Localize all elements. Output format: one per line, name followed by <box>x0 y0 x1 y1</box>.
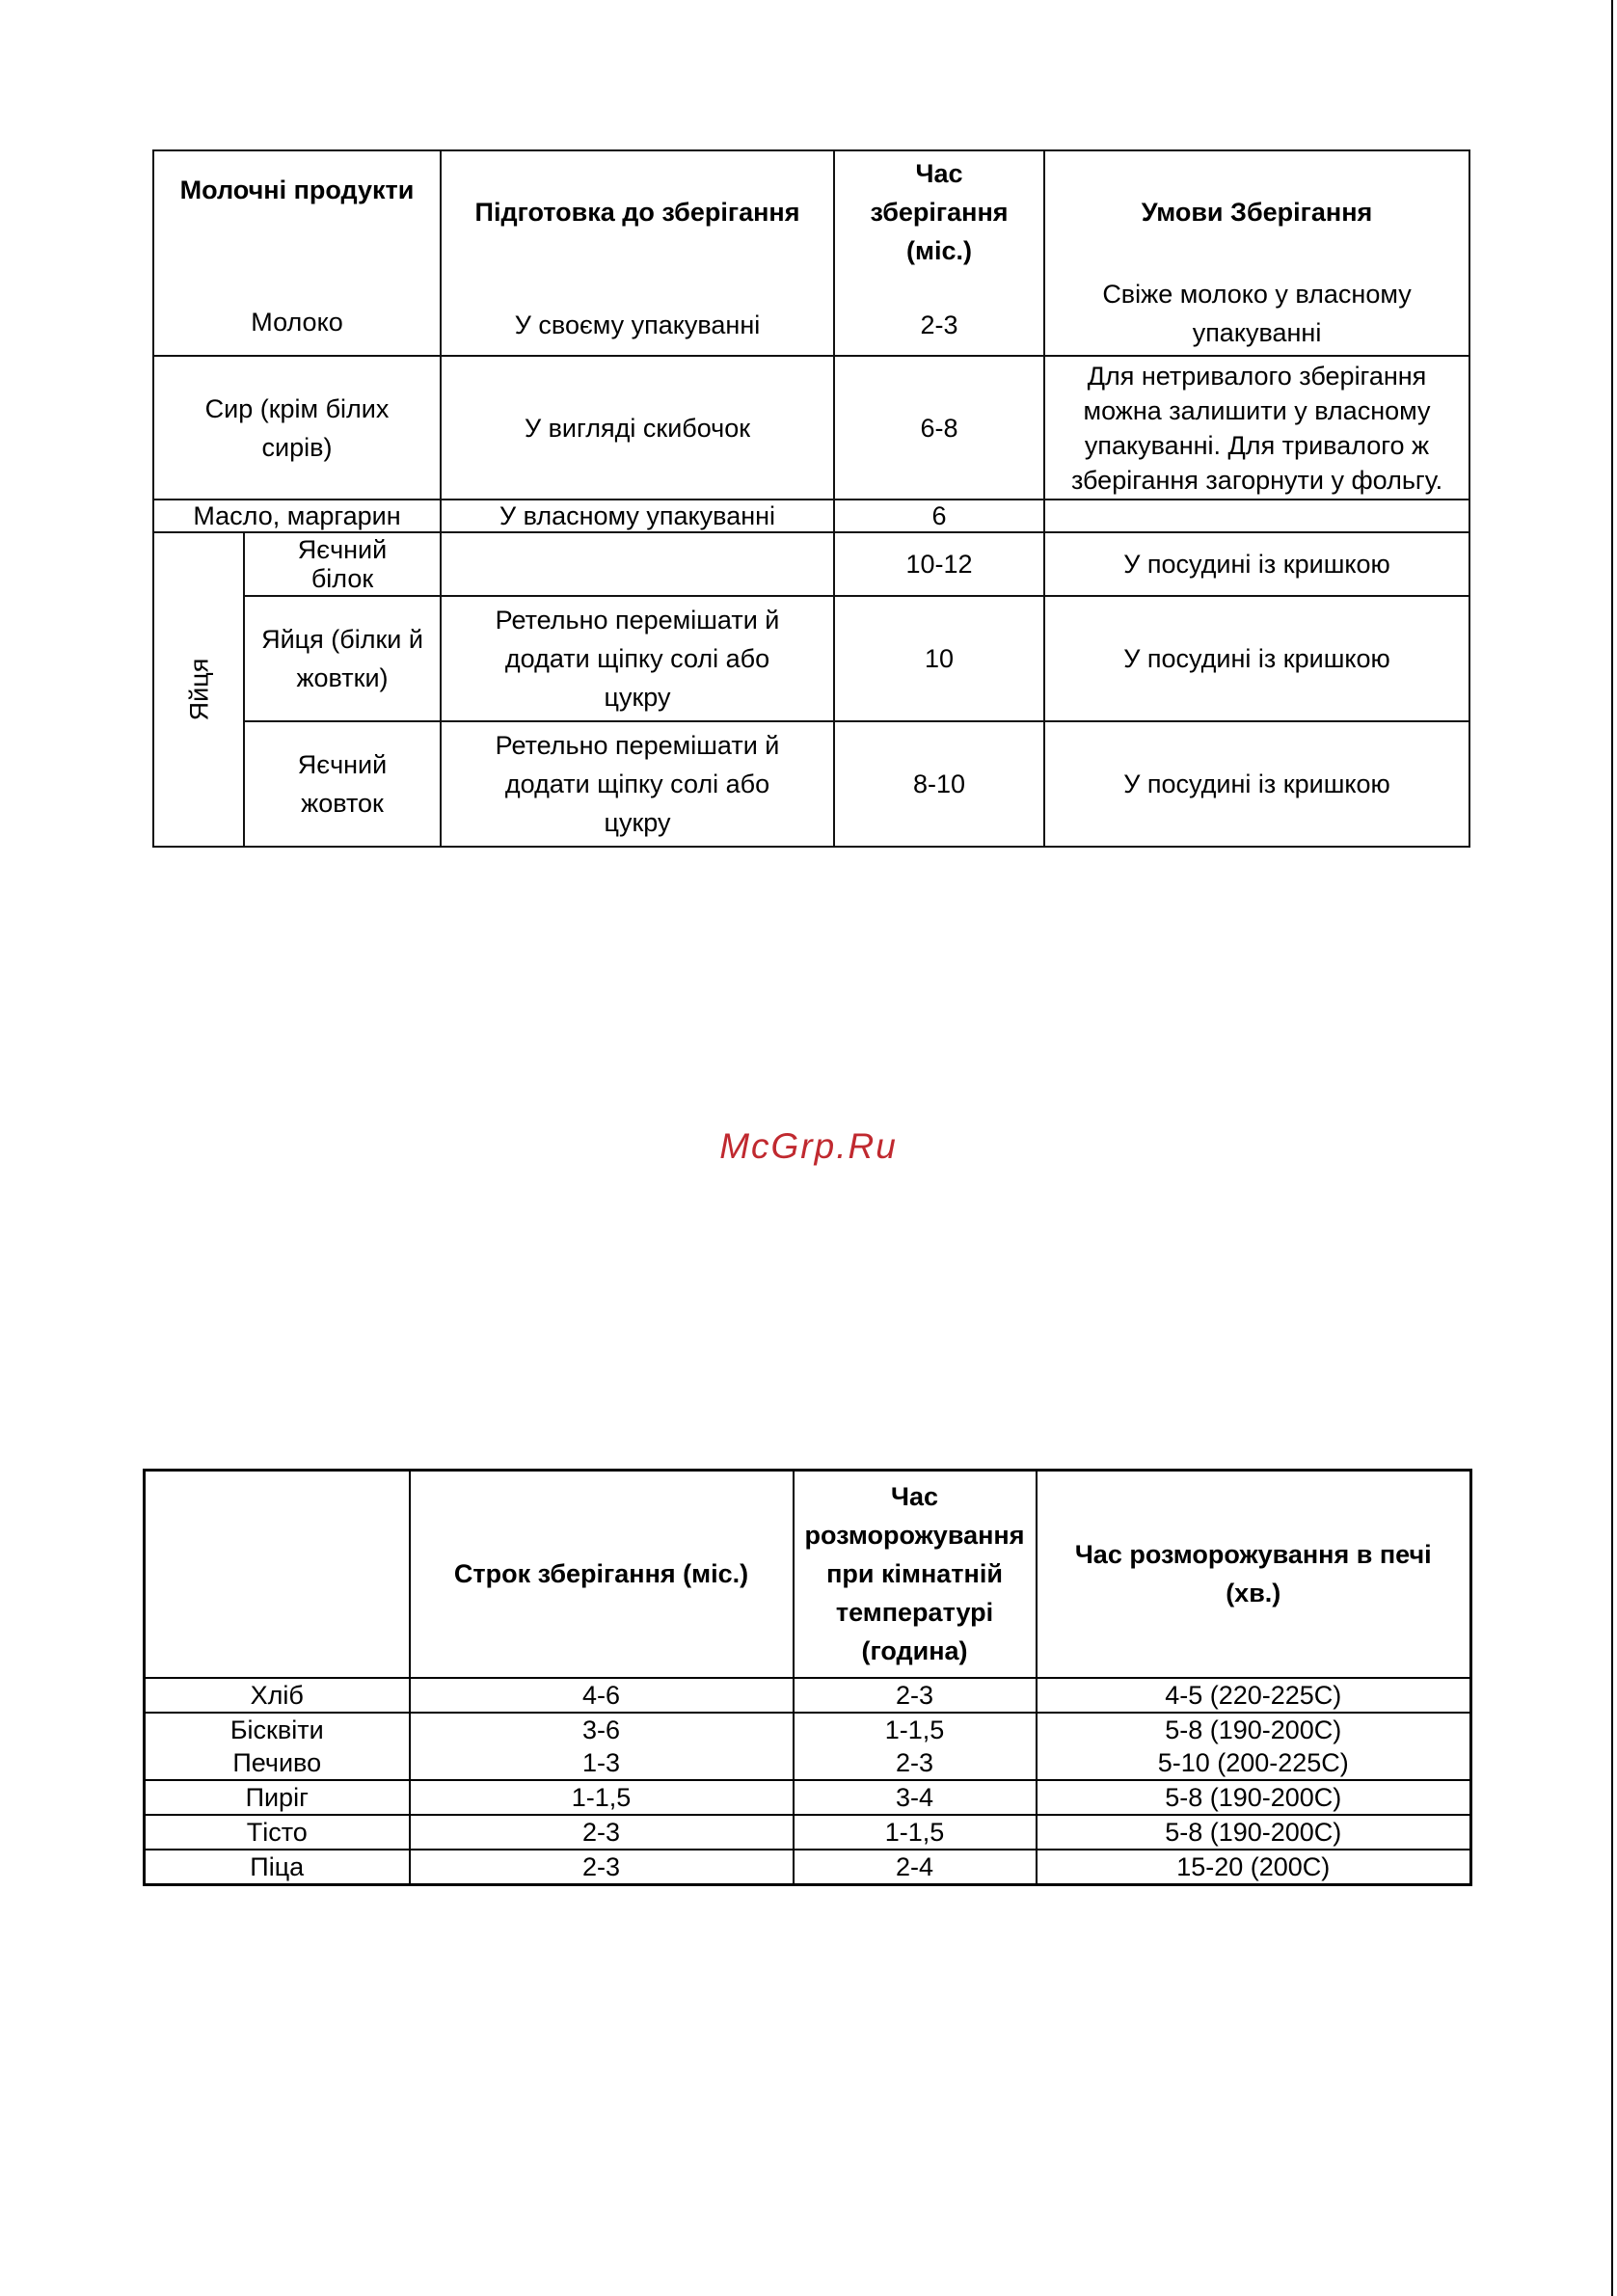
cell-time: 10 <box>834 596 1044 721</box>
header-item <box>145 1471 410 1678</box>
cell-line: Ретельно перемішати й <box>495 731 780 760</box>
table-row <box>153 596 1469 721</box>
cell-room: 1-1,5 <box>794 1815 1037 1850</box>
table-row <box>153 532 1469 596</box>
table-row <box>153 150 1469 356</box>
cell-time: 8-10 <box>834 721 1044 847</box>
header-storage: Строк зберігання (міс.) <box>410 1471 794 1678</box>
cell-oven <box>1037 1713 1471 1780</box>
header-line: розморожування <box>804 1521 1025 1551</box>
header-line: (година) <box>861 1636 968 1666</box>
header-conditions: Умови Зберігання <box>1141 198 1373 227</box>
cell-line: жовток <box>301 789 384 818</box>
table-row <box>153 356 1469 500</box>
cell-prep <box>441 721 834 847</box>
cell-line: Печиво <box>232 1747 322 1777</box>
cell-oven: 4-5 (220-225С) <box>1037 1678 1471 1713</box>
cell-conditions-line: упакуванні <box>1192 318 1322 347</box>
header-line: при кімнатній <box>826 1559 1003 1589</box>
cell-oven: 5-8 (190-200С) <box>1037 1780 1471 1815</box>
cell-storage: 2-3 <box>410 1850 794 1885</box>
cell-line: упакуванні. Для тривалого ж <box>1084 430 1430 460</box>
header-time-line: зберігання <box>870 198 1009 227</box>
cell-product <box>153 356 441 500</box>
table-row <box>153 721 1469 847</box>
cell-time: 10-12 <box>834 532 1044 596</box>
defrost-table <box>143 1469 1472 1886</box>
cell-conditions <box>1044 500 1469 532</box>
table-row <box>145 1850 1471 1885</box>
cell-product: Молоко <box>251 308 343 337</box>
table-row <box>145 1815 1471 1850</box>
header-prep-cell <box>441 150 834 356</box>
cell-oven: 5-8 (190-200С) <box>1037 1815 1471 1850</box>
cell-line: Бісквіти <box>229 1715 324 1744</box>
table-row <box>145 1678 1471 1713</box>
cell-line: 1-1,5 <box>884 1715 945 1744</box>
table-row <box>145 1713 1471 1780</box>
cell-line: додати щіпку солі або <box>504 644 770 673</box>
cell-line: додати щіпку солі або <box>504 770 770 798</box>
header-line: Час розморожування в печі <box>1074 1540 1432 1570</box>
cell-line: 2-3 <box>895 1747 934 1777</box>
cell-room <box>794 1713 1037 1780</box>
cell-item: Хліб <box>145 1678 410 1713</box>
eggs-group-label: Яйця <box>183 658 213 721</box>
cell-line: Ретельно перемішати й <box>495 606 780 635</box>
header-time-line: (міс.) <box>906 236 972 265</box>
cell-line: Для нетривалого зберігання <box>1087 361 1427 391</box>
cell-item <box>145 1713 410 1780</box>
cell-room: 3-4 <box>794 1780 1037 1815</box>
header-prep: Підготовка до зберігання <box>474 198 800 227</box>
cell-conditions: У посудині із кришкою <box>1044 532 1469 596</box>
cell-line: можна залишити у власному <box>1083 395 1431 425</box>
cell-line: Яєчний <box>297 750 388 779</box>
eggs-group-cell <box>153 532 244 847</box>
header-time-line: Час <box>915 159 963 188</box>
cell-line: зберігання загорнути у фольгу. <box>1070 465 1443 495</box>
table-header-row <box>145 1471 1471 1678</box>
watermark-text: McGrp.Ru <box>719 1126 898 1166</box>
cell-room: 2-3 <box>794 1678 1037 1713</box>
cell-item: Тісто <box>145 1815 410 1850</box>
header-oven <box>1037 1471 1471 1678</box>
cell-line: цукру <box>604 683 671 712</box>
cell-line: цукру <box>604 808 671 837</box>
cell-storage <box>410 1713 794 1780</box>
table-row <box>153 500 1469 532</box>
cell-line: Яєчний <box>297 535 388 564</box>
header-product-cell <box>153 150 441 356</box>
cell-item: Піца <box>145 1850 410 1885</box>
header-line: температурі <box>835 1598 994 1628</box>
cell-line: Сир (крім білих <box>204 393 390 423</box>
cell-product <box>244 721 441 847</box>
cell-conditions: У посудині із кришкою <box>1044 596 1469 721</box>
cell-line: сирів) <box>261 432 333 462</box>
cell-conditions <box>1044 356 1469 500</box>
cell-product <box>244 532 441 596</box>
cell-line: 1-3 <box>581 1747 621 1777</box>
cell-conditions: У посудині із кришкою <box>1044 721 1469 847</box>
cell-storage: 1-1,5 <box>410 1780 794 1815</box>
header-room <box>794 1471 1037 1678</box>
cell-prep: У своєму упакуванні <box>514 311 761 339</box>
cell-product: Масло, маргарин <box>153 500 441 532</box>
cell-item: Пиріг <box>145 1780 410 1815</box>
table-row <box>145 1780 1471 1815</box>
dairy-storage-table <box>152 149 1470 848</box>
cell-line: 5-8 (190-200С) <box>1165 1715 1342 1744</box>
cell-product <box>244 596 441 721</box>
header-conditions-cell <box>1044 150 1469 356</box>
cell-line: 3-6 <box>581 1715 621 1744</box>
cell-line: білок <box>310 564 374 593</box>
cell-storage: 4-6 <box>410 1678 794 1713</box>
cell-line: 5-10 (200-225С) <box>1157 1747 1349 1777</box>
header-line: (хв.) <box>1226 1579 1281 1608</box>
cell-prep: У вигляді скибочок <box>441 356 834 500</box>
cell-prep: У власному упакуванні <box>441 500 834 532</box>
cell-time: 6-8 <box>834 356 1044 500</box>
cell-room: 2-4 <box>794 1850 1037 1885</box>
cell-oven: 15-20 (200С) <box>1037 1850 1471 1885</box>
cell-storage: 2-3 <box>410 1815 794 1850</box>
cell-line: жовтки) <box>296 663 389 692</box>
cell-line: Яйця (білки й <box>261 625 423 654</box>
cell-time: 2-3 <box>920 311 958 339</box>
cell-conditions-line: Свіже молоко у власному <box>1102 280 1412 309</box>
cell-time: 6 <box>834 500 1044 532</box>
header-product: Молочні продукти <box>179 176 415 204</box>
header-line: Час <box>890 1482 938 1512</box>
header-time-cell <box>834 150 1044 356</box>
cell-prep <box>441 596 834 721</box>
cell-prep <box>441 532 834 596</box>
